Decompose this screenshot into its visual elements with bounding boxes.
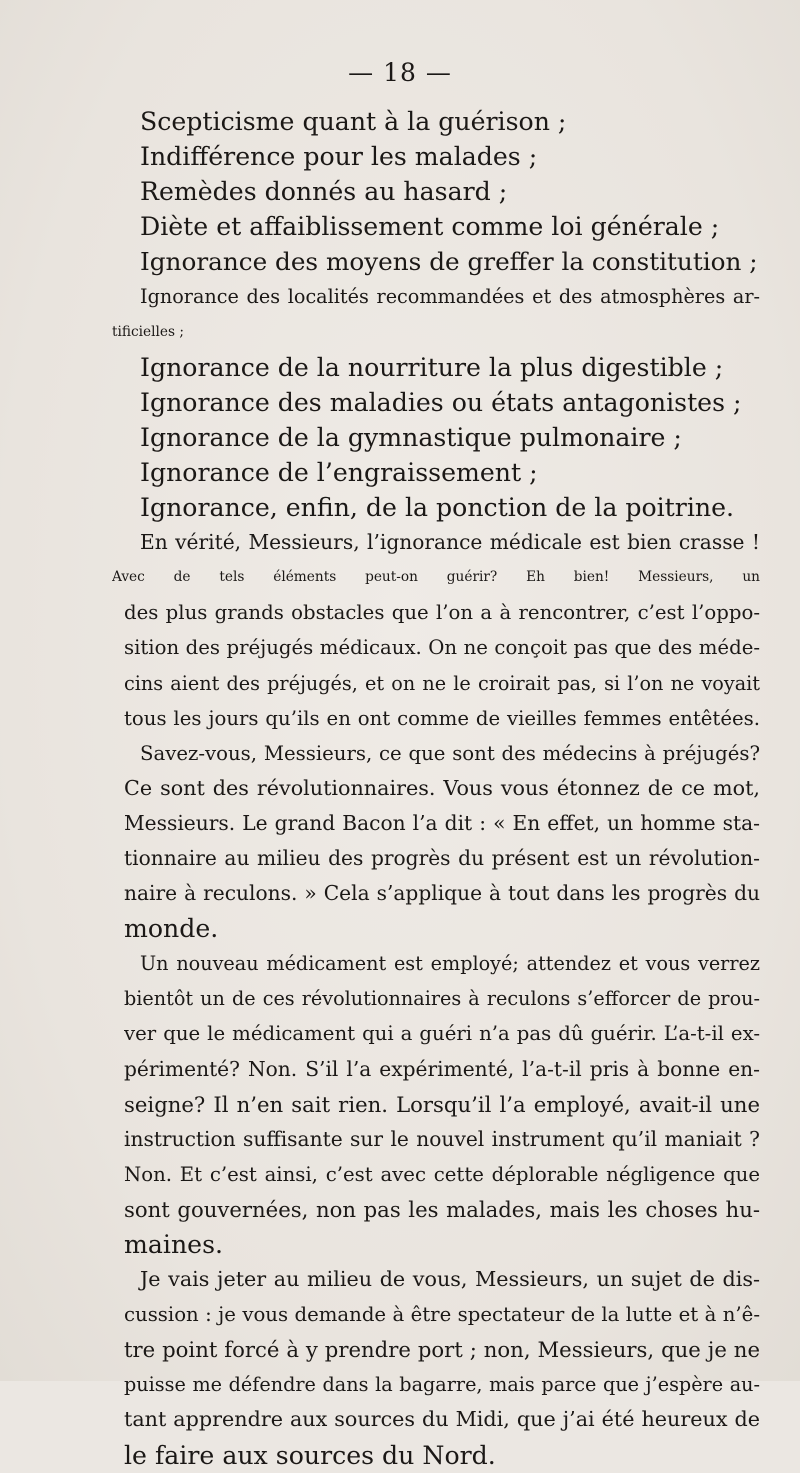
text-line: Ignorance de la gymnastique pulmonaire ; bbox=[140, 422, 682, 452]
text-line: puisse me défendre dans la bagarre, mais parce que j’espère au- bbox=[124, 1373, 760, 1397]
text-line: Ignorance de la nourriture la plus digestible ; bbox=[140, 352, 724, 382]
text-line: naire à reculons. » Cela s’applique à tout dans les progrès du bbox=[124, 881, 760, 906]
text-line: Remèdes donnés au hasard ; bbox=[140, 177, 508, 207]
text-line: tificielles ; bbox=[112, 323, 184, 340]
text-line: maines. bbox=[124, 1230, 224, 1259]
text-line: tre point forcé à y prendre port ; non, Messieurs, que je ne bbox=[124, 1337, 760, 1363]
text-line: Un nouveau médicament est employé; attendez et vous verrez bbox=[140, 952, 760, 976]
text-line: Ignorance des moyens de greffer la constitution ; bbox=[140, 247, 758, 277]
text-line: ver que le médicament qui a guéri n’a pas dû guérir. L’a-t-il ex- bbox=[124, 1022, 760, 1046]
text-line: tant apprendre aux sources du Midi, que j’ai été heureux de bbox=[124, 1407, 760, 1432]
text-line: le faire aux sources du Nord. bbox=[124, 1440, 496, 1470]
text-line: tionnaire au milieu des progrès du présent est un révolution- bbox=[124, 845, 760, 870]
text-line: Avec de tels éléments peut-on guérir? Eh bien! Messieurs, un bbox=[112, 569, 760, 586]
text-line: monde. bbox=[124, 914, 219, 944]
text-line: cussion : je vous demande à être spectateur de la lutte et à n’ê- bbox=[124, 1303, 760, 1327]
text-line: périmenté? Non. S’il l’a expérimenté, l’a-t-il pris à bonne en- bbox=[124, 1056, 760, 1081]
text-line: sont gouvernées, non pas les malades, mais les choses hu- bbox=[124, 1196, 760, 1222]
text-line: Ce sont des révolutionnaires. Vous vous étonnez de ce mot, bbox=[124, 775, 760, 800]
body-text bbox=[112, 104, 760, 1473]
text-line: Je vais jeter au milieu de vous, Messieurs, un sujet de dis- bbox=[140, 1267, 760, 1292]
text-line: Indifférence pour les malades ; bbox=[140, 142, 538, 172]
text-line: Ignorance, enfin, de la ponction de la poitrine. bbox=[140, 493, 735, 523]
text-line: des plus grands obstacles que l’on a à rencontrer, c’est l’oppo- bbox=[124, 601, 760, 625]
page-number: — 18 — bbox=[348, 58, 452, 87]
text-line: tous les jours qu’ils en ont comme de vieilles femmes entêtées. bbox=[124, 706, 760, 730]
text-line: Ignorance de l’engraissement ; bbox=[140, 457, 538, 487]
text-line: bientôt un de ces révolutionnaires à reculons s’efforcer de prou- bbox=[124, 987, 760, 1011]
text-line: cins aient des préjugés, et on ne le croirait pas, si l’on ne voyait bbox=[124, 671, 760, 695]
text-line: Ignorance des maladies ou états antagonistes ; bbox=[140, 387, 742, 417]
text-line: sition des préjugés médicaux. On ne conçoit pas que des méde- bbox=[124, 636, 760, 660]
text-line: En vérité, Messieurs, l’ignorance médicale est bien crasse ! bbox=[140, 530, 760, 555]
text-line: Non. Et c’est ainsi, c’est avec cette déplorable négligence que bbox=[124, 1162, 760, 1186]
text-line: seigne? Il n’en sait rien. Lorsqu’il l’a employé, avait-il une bbox=[124, 1091, 760, 1117]
text-line: instruction suffisante sur le nouvel instrument qu’il maniait ? bbox=[124, 1126, 760, 1151]
text-line: Diète et affaiblissement comme loi générale ; bbox=[140, 212, 720, 242]
text-line: Scepticisme quant à la guérison ; bbox=[140, 107, 567, 136]
text-line: Ignorance des localités recommandées et des atmosphères ar- bbox=[140, 285, 760, 309]
text-line: Messieurs. Le grand Bacon l’a dit : « En effet, un homme sta- bbox=[124, 810, 760, 835]
text-line: Savez-vous, Messieurs, ce que sont des médecins à préjugés? bbox=[140, 741, 760, 765]
